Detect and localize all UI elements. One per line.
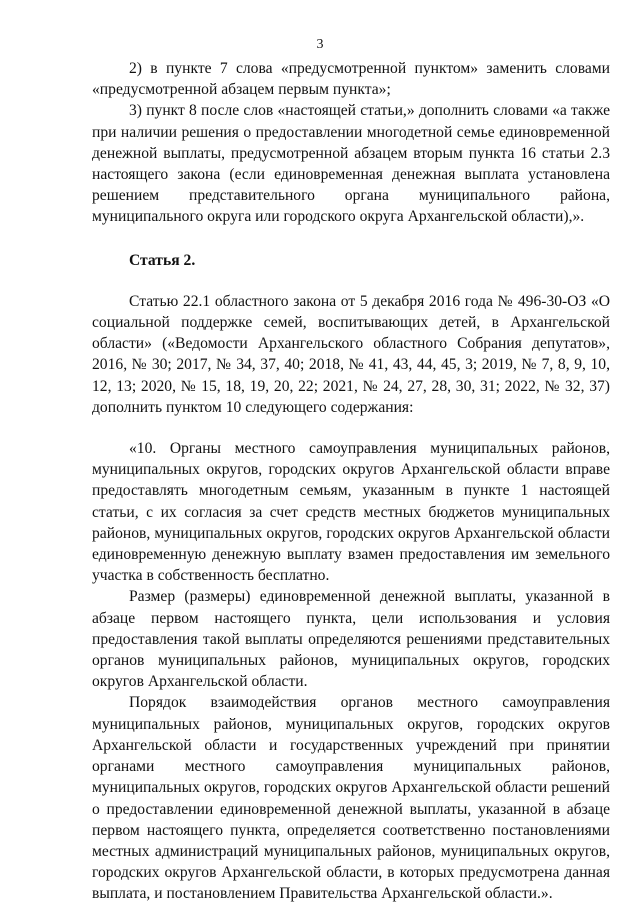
point-10-paragraph-1: «10. Органы местного самоуправления муниципальных районов, муниципальных округов, городских округов Архангельской области вправе предоставлять многодетным семьям, указанным в пункте 1 настоящей статьи, с их согласия за счет средств местных бюджетов муниципальных районов, муниципальных округов, городских округов Архангельской области единовременную денежную выплату взамен предоставления им земельного участка в собственность бесплатно.	[92, 440, 610, 585]
spacer	[92, 271, 610, 291]
article-intro: Статью 22.1 областного закона от 5 декабря 2016 года № 496-30-ОЗ «О социальной поддержке семей, воспитывающих детей, в Архангельской области» («Ведомости Архангельского областного Собрания депутатов», 2016, № 30; 2017, № 34, 37, 40; 2018, № 41, 43, 44, 45, 3; 2019, № 7, 8, 9, 10, 12, 13; 2020, № 15, 18, 19, 20, 22; 2021, № 24, 27, 28, 30, 31; 2022, № 32, 37) дополнить пунктом 10 следующего содержания:	[92, 292, 610, 416]
point-10-paragraph-2: Размер (размеры) единовременной денежной выплаты, указанной в абзаце первом настоящего пункта, цели использования и условия предоставления такой выплаты определяются решениями представительных органов муниципальных районов, муниципальных округов, городских округов Архангельской области.	[92, 588, 610, 691]
page-number: 3	[316, 37, 324, 52]
article-heading: Статья 2.	[129, 251, 196, 269]
point-10-paragraph-3: Порядок взаимодействия органов местного самоуправления муниципальных районов, муниципальных округов, городских округов Архангельской области и государственных учреждений при принятии органами местного самоуправления муниципальных районов, муниципальных округов, городских округов Архангельской области решений о предоставлении единовременной денежной выплаты, указанной в абзаце первом настоящего пункта, определяется соответственно постановлениями местных администраций муниципальных районов, муниципальных округов, городских округов Архангельской области, в которых предусмотрена данная выплата, и постановлением Правительства Архангельской области.».	[92, 694, 610, 903]
amendment-item-3: 3) пункт 8 после слов «настоящей статьи,» дополнить словами «а также при наличии решения о предоставлении многодетной семье единовременной денежной выплаты, предусмотренной абзацем вторым пункта 16 статьи 2.3 настоящего закона (если единовременная денежная выплата установлена решением представительного органа муниципального района, муниципального округа или городского округа Архангельской области),».	[92, 102, 610, 226]
spacer	[92, 418, 610, 438]
document-body	[92, 58, 610, 905]
amendment-item-2: 2) в пункте 7 слова «предусмотренной пунктом» заменить словами «предусмотренной абзацем первым пункта»;	[92, 60, 610, 99]
spacer	[92, 228, 610, 250]
